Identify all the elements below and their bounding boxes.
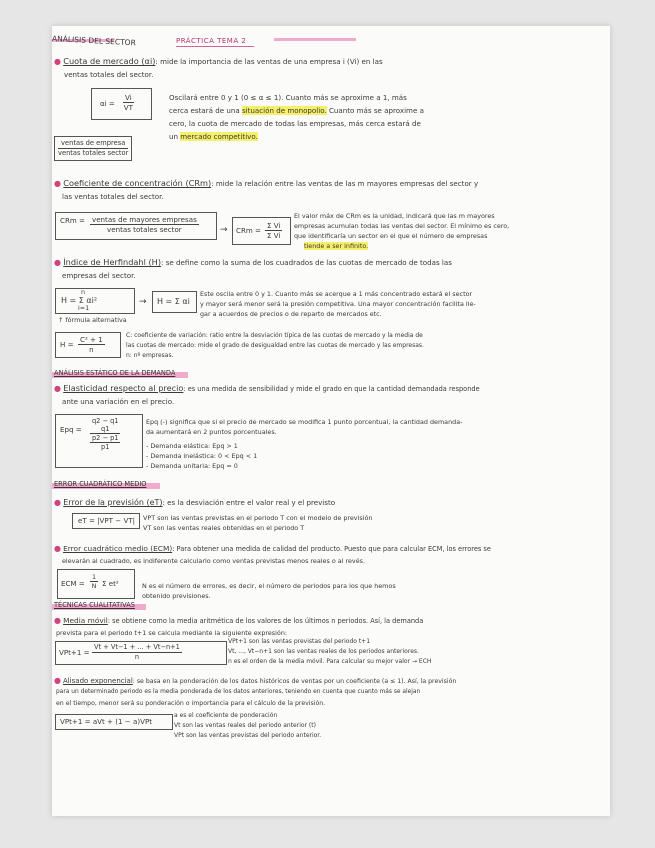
formula-fraction — [92, 643, 182, 662]
formula-denominator-top: p2 − p1 — [92, 434, 119, 442]
formula-fraction — [265, 221, 282, 240]
error-note-2: VT son las ventas reales obtenidas en el periodo T — [143, 524, 305, 532]
error-formula-box — [72, 513, 140, 529]
formula-denominator: n — [134, 653, 140, 661]
formula-numerator: C² + 1 — [80, 335, 103, 344]
error-intro-text: : es la desviación entre el valor real y el previsto — [162, 498, 336, 507]
alisado-note-2: Vt son las ventas reales del periodo anterior (t) — [174, 722, 316, 729]
crm-intro — [54, 179, 478, 188]
cuota-desc-3: cero, la cuota de mercado de todas las empresas, más cerca estará de — [169, 119, 421, 128]
formula-denominator: n — [89, 345, 94, 355]
formula-numerator-bottom: q1 — [90, 425, 120, 434]
formula-numerator: ventas de mayores empresas — [92, 215, 197, 224]
elasticity-list-2: - Demanda inelástica: 0 < Epq < 1 — [146, 452, 258, 460]
section-title: ANÁLISIS DEL SECTOR — [52, 34, 137, 48]
ecm-heading: Error cuadrático medio (ECM) — [63, 544, 173, 553]
formula-fraction — [78, 335, 105, 354]
herfindahl-formula-box-3 — [55, 332, 121, 358]
pink-highlight-bar — [274, 38, 356, 41]
ecm-intro-2: elevarán al cuadrado, es indiferente calcularlo como ventas previstas menos reales o al revés. — [62, 557, 365, 565]
crm-formula-box-2 — [232, 217, 291, 245]
error-formula: eT = |VPT − VT| — [78, 516, 136, 525]
alisado-note-1: a es el coeficiente de ponderación — [174, 712, 278, 719]
media-intro-2: prevista para el periodo t+1 se calcula mediante la siguiente expresión: — [56, 629, 288, 637]
cuota-intro-1: : mide la importancia de las ventas de una empresa i (Vi) en las — [155, 57, 383, 66]
demanda-intro-2: ante una variación en el precio. — [62, 397, 175, 406]
formula-denominator: VT — [123, 103, 133, 113]
herfindahl-intro-2: empresas del sector. — [62, 271, 136, 280]
cuota-desc-4 — [169, 132, 258, 141]
crm-intro-2: las ventas totales del sector. — [62, 192, 164, 201]
cuota-desc-2-post: Cuanto más se aproxime a — [328, 106, 424, 115]
formula-denominator: ventas totales sector — [107, 225, 182, 235]
sum-lower-limit: i=1 — [78, 304, 90, 312]
formula-label: CRm = — [60, 216, 85, 225]
alisado-text-3: en el tiempo, menor será su ponderación o importancia para el cálculo de la previsión. — [56, 700, 326, 707]
formula-numerator: Vi — [125, 93, 132, 102]
demanda-intro — [54, 384, 480, 394]
herfindahl-note-3: n: nº empresas. — [126, 352, 174, 359]
formula-numerator: Vt + Vt−1 + ... + Vt−n+1 — [94, 643, 180, 651]
formula-label: VPt+1 = — [59, 648, 90, 657]
cuota-desc-2-highlight: situación de monopolio. — [241, 106, 327, 115]
formula-fraction — [90, 215, 199, 234]
ecm-note-1: N es el número de errores, es decir, el número de periodos para los que hemos — [142, 582, 396, 590]
formula-label: ECM = — [61, 579, 85, 588]
ecm-note-2: obtenido previsiones. — [142, 592, 211, 600]
alisado-formula-box — [55, 714, 173, 730]
cuota-formula-box — [91, 88, 152, 120]
herfindahl-note-2: las cuotas de mercado: mide el grado de desigualdad entre las cuotas de mercado y las empresas. — [126, 342, 424, 349]
alisado-intro — [54, 676, 456, 686]
sum-upper-limit: n — [81, 288, 86, 296]
herfindahl-desc-2: y mayor será menor será la presión competitiva. Una mayor concentración facilita lle- — [200, 300, 476, 308]
media-formula-box — [55, 641, 227, 665]
alisado-text-1: : se basa en la ponderación de los datos históricos de ventas por un coeficiente (a ≤ 1). Así, la previsión — [132, 678, 457, 685]
ecm-intro — [54, 544, 491, 554]
demanda-heading: Elasticidad respecto al precio — [63, 383, 184, 393]
cuota-words-fraction — [54, 136, 132, 161]
media-intro-1: : se obtiene como la media aritmética de los valores de los últimos n periodos. Así, la demanda — [107, 617, 424, 625]
cuota-intro — [54, 57, 383, 66]
herfindahl-intro-1: : se define como la suma de los cuadrados de las cuotas de mercado de todas las — [161, 258, 452, 267]
elasticity-list-1: - Demanda elástica: Epq > 1 — [146, 442, 238, 450]
formula-sum: H = Σ αi — [157, 297, 190, 306]
herfindahl-intro — [54, 258, 452, 267]
formula-label: Epq = — [60, 425, 82, 434]
bullet-icon: ● — [54, 384, 61, 393]
demanda-intro-1: : es una medida de sensibilidad y mide el grado en que la cantidad demandada responde — [183, 385, 480, 393]
herfindahl-desc-1: Este oscila entre 0 y 1. Cuanto más se acerque a 1 más concentrado estará el sector — [200, 290, 473, 298]
herfindahl-desc-3: gar a acuerdos de precios o de reparto de mercados etc. — [200, 310, 382, 318]
cuota-desc-1: Oscilará entre 0 y 1 (0 ≤ α ≤ 1). Cuanto más se aproxime a 1, más — [169, 93, 407, 102]
formula-label: H = — [60, 340, 74, 349]
media-note-2: Vt, ..., Vt−n+1 son las ventas reales de los periodos anteriores. — [228, 648, 419, 655]
media-intro — [54, 616, 423, 626]
elasticity-desc-2: da aumentará en 2 puntos porcentuales. — [146, 428, 277, 436]
elasticity-desc-1: Epq (-) significa que si el precio de mercado se modifica 1 punto porcentual, la cantidad demanda- — [146, 418, 463, 426]
bullet-icon: ● — [54, 179, 61, 188]
formula-numerator-top: q2 − q1 — [92, 417, 119, 425]
cuota-desc-2 — [169, 106, 424, 115]
cuota-desc-4-highlight: mercado competitivo. — [180, 132, 258, 141]
cuota-intro-2: ventas totales del sector. — [64, 70, 154, 79]
elasticity-list-3: - Demanda unitaria: Epq = 0 — [146, 462, 238, 470]
formula-denominator: Σ Vi — [267, 231, 281, 241]
arrow-icon: → — [220, 225, 228, 235]
formula-numerator: Σ Vi — [267, 221, 281, 230]
crm-desc-1: El valor máx de CRm es la unidad, indicará que las m mayores — [294, 212, 495, 220]
tecnicas-section-title: TÉCNICAS CUALITATIVAS — [54, 601, 135, 609]
elasticity-formula-box — [55, 414, 143, 468]
crm-heading: Coeficiente de concentración (CRm) — [63, 178, 212, 188]
formula-fraction — [90, 417, 120, 451]
formula-fraction — [123, 93, 134, 112]
bullet-icon: ● — [54, 498, 61, 507]
bullet-icon: ● — [54, 616, 61, 625]
alisado-formula: VPt+1 = aVt + (1 − a)VPt — [60, 717, 153, 726]
bullet-icon: ● — [54, 676, 61, 685]
formula-numerator: 1 — [92, 573, 97, 581]
error-note-1: VPT son las ventas previstas en el periodo T con el modelo de previsión — [143, 514, 373, 522]
bullet-icon: ● — [54, 544, 61, 553]
alt-formula-text: fórmula alternativa — [65, 316, 127, 324]
herfindahl-note-1: C: coeficiente de variación: ratio entre la desviación típica de las cuotas de mercado y la media de — [126, 332, 423, 339]
bullet-icon: ● — [54, 258, 61, 267]
media-note-1: VPt+1 son las ventas previstas del periodo t+1 — [228, 638, 371, 645]
formula-sum: H = Σ αi² — [61, 296, 98, 305]
herfindahl-formula-box-2 — [152, 291, 197, 313]
practice-title: PRÁCTICA TEMA 2 — [176, 37, 247, 45]
ecm-intro-1: : Para obtener una medida de calidad del producto. Puesto que para calcular ECM, los errores se — [172, 545, 491, 553]
arrow-up-icon: ↑ — [58, 316, 64, 324]
crm-formula-box — [55, 212, 217, 240]
herfindahl-heading: Índice de Herfindahl (H) — [63, 257, 162, 267]
alisado-text-2: para un determinado periodo es la media ponderada de los datos anteriores, teniendo en cuenta que cuanto más se alejan — [56, 689, 421, 695]
media-note-3: n es el orden de la media móvil. Para calcular su mejor valor → ECH — [228, 658, 432, 665]
formula-denominator: N — [91, 582, 97, 590]
alisado-note-3: VPt son las ventas previstas del periodo anterior. — [174, 732, 322, 739]
bullet-icon: ● — [54, 57, 61, 66]
arrow-icon: → — [139, 297, 147, 307]
words-denominator: ventas totales sector — [58, 149, 129, 158]
error-section-title: ERROR CUADRÁTICO MEDIO — [54, 480, 147, 488]
error-intro — [54, 498, 335, 507]
herfindahl-formula-box — [55, 288, 135, 314]
cuota-desc-4-pre: un — [169, 132, 178, 141]
error-heading: Error de la previsión (eT) — [63, 498, 163, 507]
crm-desc-2: empresas acumulan todas las ventas del sector. El mínimo es cero, — [294, 222, 510, 230]
notebook-page — [52, 26, 610, 816]
formula-denominator-bottom: p1 — [101, 443, 110, 451]
words-numerator: ventas de empresa — [58, 139, 128, 149]
cuota-desc-2-pre: cerca estará de una — [169, 106, 240, 115]
formula-label: αi = — [100, 99, 115, 108]
crm-desc-4: tiende a ser infinito. — [304, 242, 369, 250]
crm-desc-3: que identificaría un sector en el que el número de empresas — [294, 232, 488, 240]
media-heading: Media móvil — [63, 616, 108, 625]
ecm-sum: Σ et² — [102, 579, 119, 588]
cuota-heading: Cuota de mercado (αi) — [63, 56, 156, 66]
alt-formula-label — [58, 316, 127, 324]
formula-fraction — [90, 573, 98, 590]
ecm-formula-box — [57, 569, 135, 599]
title-underline — [176, 46, 254, 47]
formula-label: CRm = — [236, 226, 261, 235]
crm-intro-1: : mide la relación entre las ventas de las m mayores empresas del sector y — [211, 179, 479, 188]
demanda-section-title: ANÁLISIS ESTÁTICO DE LA DEMANDA — [54, 369, 176, 377]
alisado-heading: Alisado exponencial — [62, 677, 133, 685]
